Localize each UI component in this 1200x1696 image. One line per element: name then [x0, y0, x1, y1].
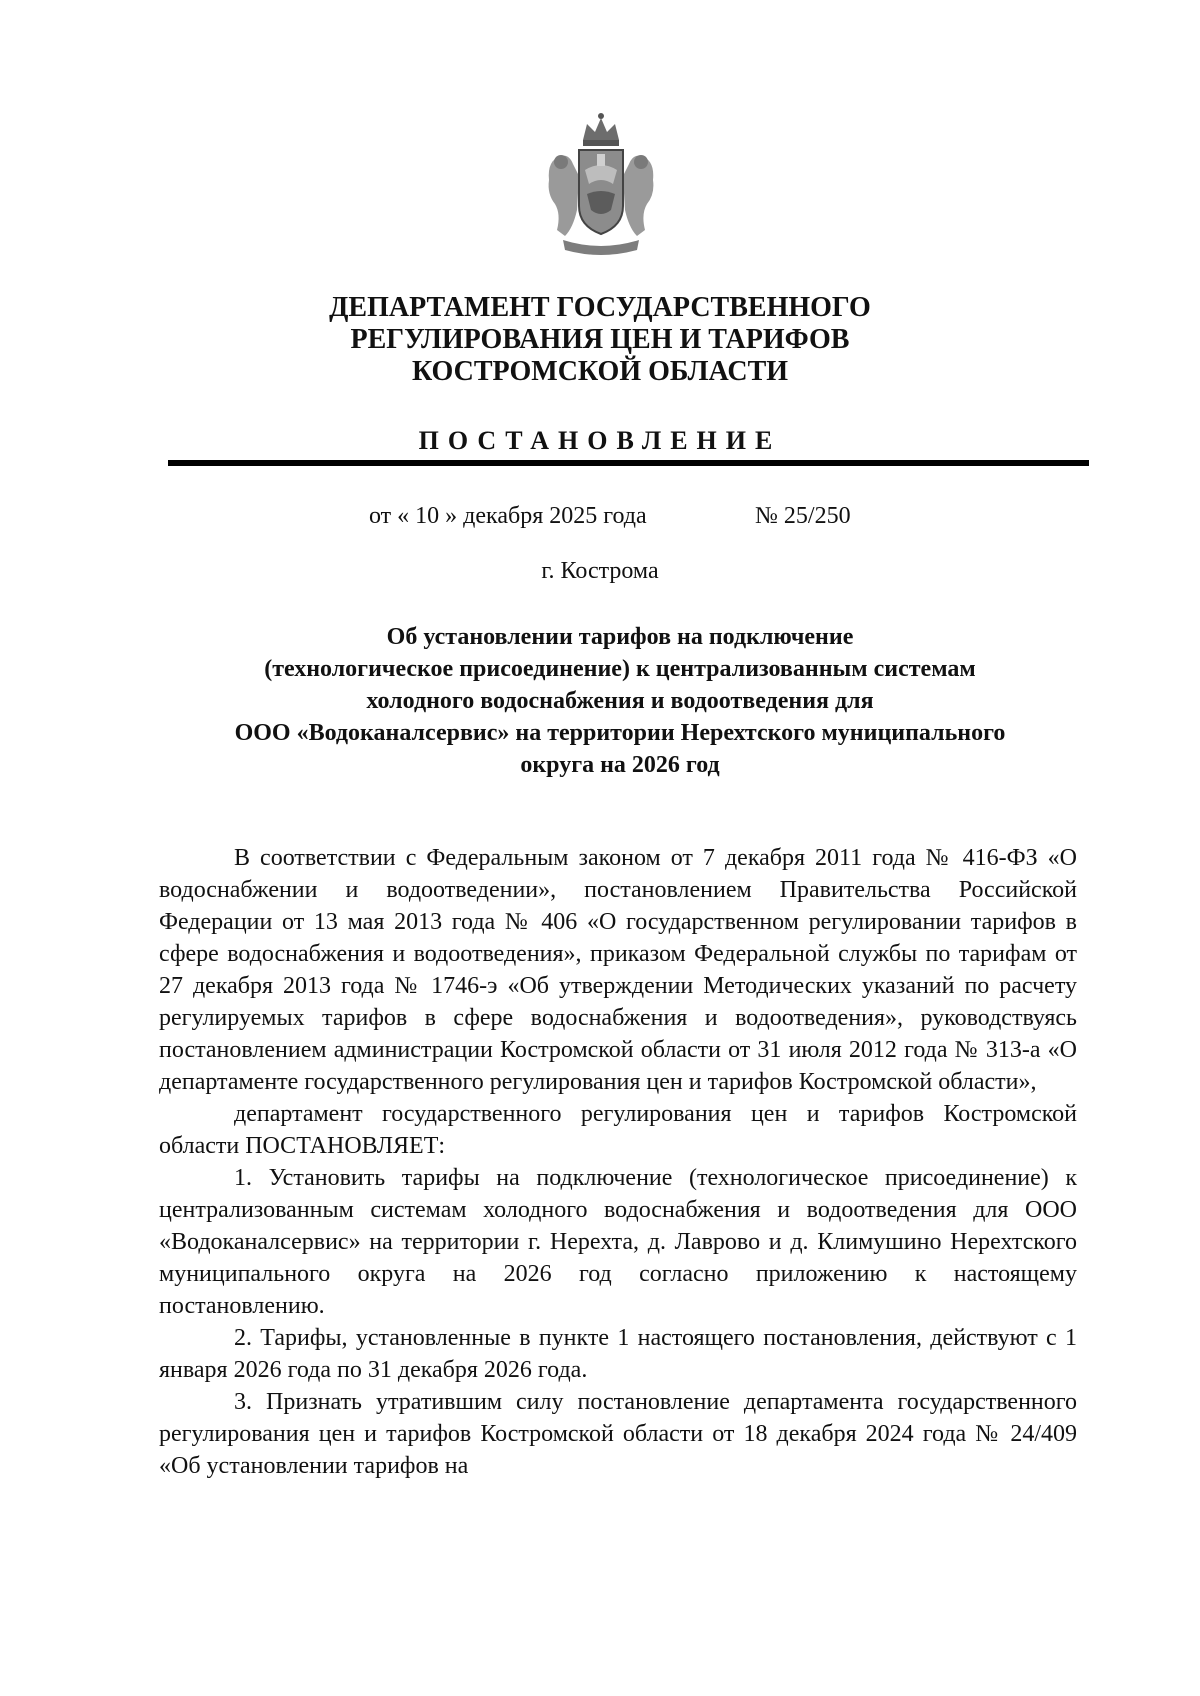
document-date: от « 10 » декабря 2025 года [369, 503, 647, 529]
document-title [150, 621, 1090, 781]
resolution-paragraph: департамент государственного регулирования цен и тарифов Костромской области ПОСТАНОВЛЯЕТ: [159, 1101, 1077, 1159]
department-line: КОСТРОМСКОЙ ОБЛАСТИ [411, 356, 789, 387]
department-name [160, 292, 1040, 388]
document-type: ПОСТАНОВЛЕНИЕ [418, 426, 782, 455]
clause-1-paragraph: 1. Установить тарифы на подключение (технологическое присоединение) к централизованным системам холодного водоснабжения и водоотведения для ООО «Водоканалсервис» на территории г. Нерехта, д. Лаврово и д. Климушино Нерехтского муниципального округа на 2026 год согласно приложению к настоящему постановлению. [159, 1165, 1077, 1319]
title-line: холодного водоснабжения и водоотведения для [366, 688, 874, 714]
header-divider [168, 460, 1089, 466]
preamble-paragraph: В соответствии с Федеральным законом от 7 декабря 2011 года № 416-ФЗ «О водоснабжении и водоотведении», постановлением Правительства Российской Федерации от 13 мая 2013 года № 406 «О государственном регулировании тарифов в сфере водоснабжения и водоотведения», приказом Федеральной службы по тарифам от 27 декабря 2013 года № 1746-э «Об утверждении Методических указаний по расчету регулируемых тарифов в сфере водоснабжения и водоотведения», руководствуясь постановлением администрации Костромской области от 31 июля 2012 года № 313-а «О департаменте государственного регулирования цен и тарифов Костромской области», [159, 845, 1077, 1095]
clause-2-paragraph: 2. Тарифы, установленные в пункте 1 настоящего постановления, действуют с 1 января 2026 года по 31 декабря 2026 года. [159, 1325, 1077, 1383]
department-line: РЕГУЛИРОВАНИЯ ЦЕН И ТАРИФОВ [350, 324, 850, 355]
document-city: г. Кострома [541, 558, 659, 584]
title-line: округа на 2026 год [520, 752, 720, 778]
title-line: ООО «Водоканалсервис» на территории Нерехтского муниципального [234, 720, 1006, 746]
coat-of-arms-emblem [539, 110, 663, 260]
department-line: ДЕПАРТАМЕНТ ГОСУДАРСТВЕННОГО [329, 292, 871, 323]
clause-3-paragraph: 3. Признать утратившим силу постановление департамента государственного регулирования цен и тарифов Костромской области от 18 декабря 2024 года № 24/409 «Об установлении тарифов на [159, 1389, 1077, 1479]
title-line: (технологическое присоединение) к централизованным системам [264, 656, 976, 682]
document-number: № 25/250 [755, 503, 851, 529]
document-body [159, 842, 1077, 1482]
title-line: Об установлении тарифов на подключение [386, 624, 854, 650]
